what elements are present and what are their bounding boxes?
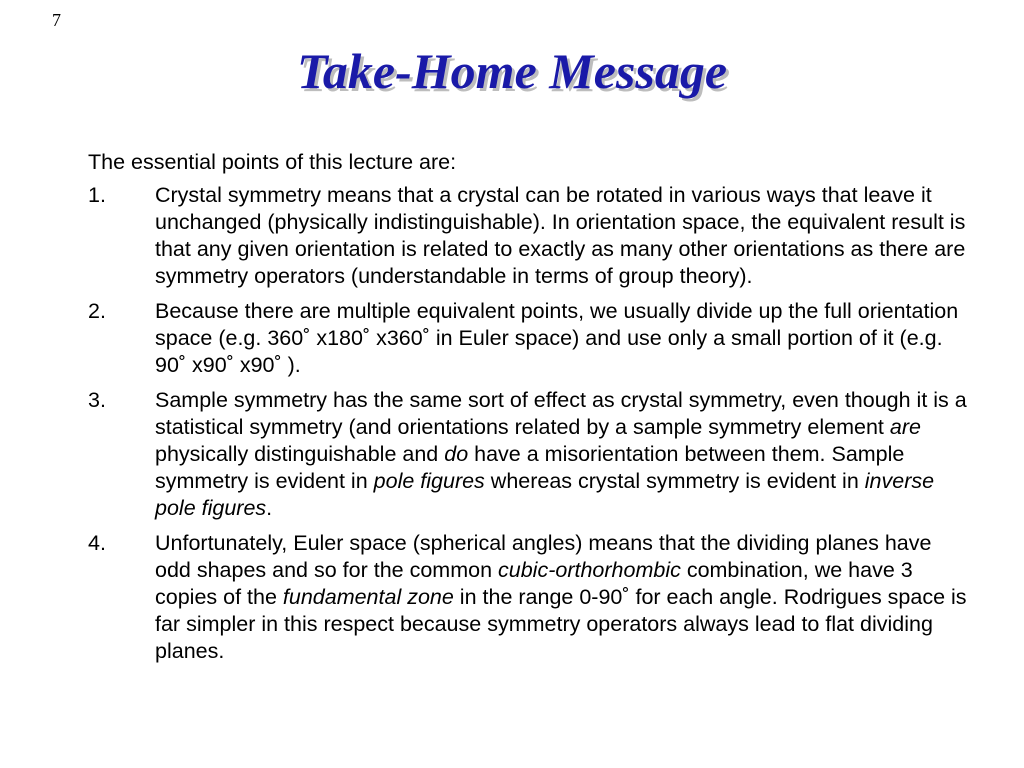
text-segment: Crystal symmetry means that a crystal can be rotated in various ways that leave it unchanged (physically indistinguishable). In orientation space, the equivalent result is that any given orientation is related to exactly as many other orientations as there are symmetry operators (understandable in terms of group theory). [155,183,966,288]
text-segment: in the range 0-90˚ for each angle. Rodrigues space is far simpler in this respect because symmetry operators always lead to flat dividing planes. [155,585,967,663]
list-item-text [155,182,968,290]
slide-body [88,149,968,673]
list-item [88,298,968,379]
list-item [88,182,968,290]
list-item [88,530,968,665]
emphasis-text: fundamental zone [282,585,454,609]
list-item-text [155,530,968,665]
intro-text: The essential points of this lecture are: [88,150,457,174]
list-item-number: 4. [88,531,106,555]
emphasis-text: do [444,442,469,466]
emphasis-text: inverse pole figures [155,469,935,520]
slide-number: 7 [52,10,61,30]
emphasis-text: pole figures [373,469,485,493]
text-segment: . [266,496,273,520]
list-item-number: 3. [88,388,106,412]
text-segment: Unfortunately, Euler space (spherical angles) means that the dividing planes have odd shapes and so for the common [155,531,932,582]
text-segment: have a misorientation between them. Sample symmetry is evident in [155,442,905,493]
list-item-text [155,298,968,379]
list-item-text [155,387,968,522]
list-item-number: 2. [88,299,106,323]
emphasis-text: cubic-orthorhombic [498,558,681,582]
list-item [88,387,968,522]
list-item-number: 1. [88,183,106,207]
emphasis-text: are [889,415,921,439]
text-segment: Because there are multiple equivalent points, we usually divide up the full orientation space (e.g. 360˚ x180˚ x360˚ in Euler space) and use only a small portion of it (e.g. 90˚ x90˚ x90˚ ). [155,299,959,377]
text-segment: Sample symmetry has the same sort of effect as crystal symmetry, even though it is a statistical symmetry (and orientations related by a sample symmetry element [155,388,967,439]
slide-title: Take-Home Message [296,43,728,99]
text-segment: physically distinguishable and [155,442,445,466]
point-list [88,182,968,665]
text-segment: combination, we have 3 copies of the [155,558,913,609]
text-segment: whereas crystal symmetry is evident in [484,469,865,493]
